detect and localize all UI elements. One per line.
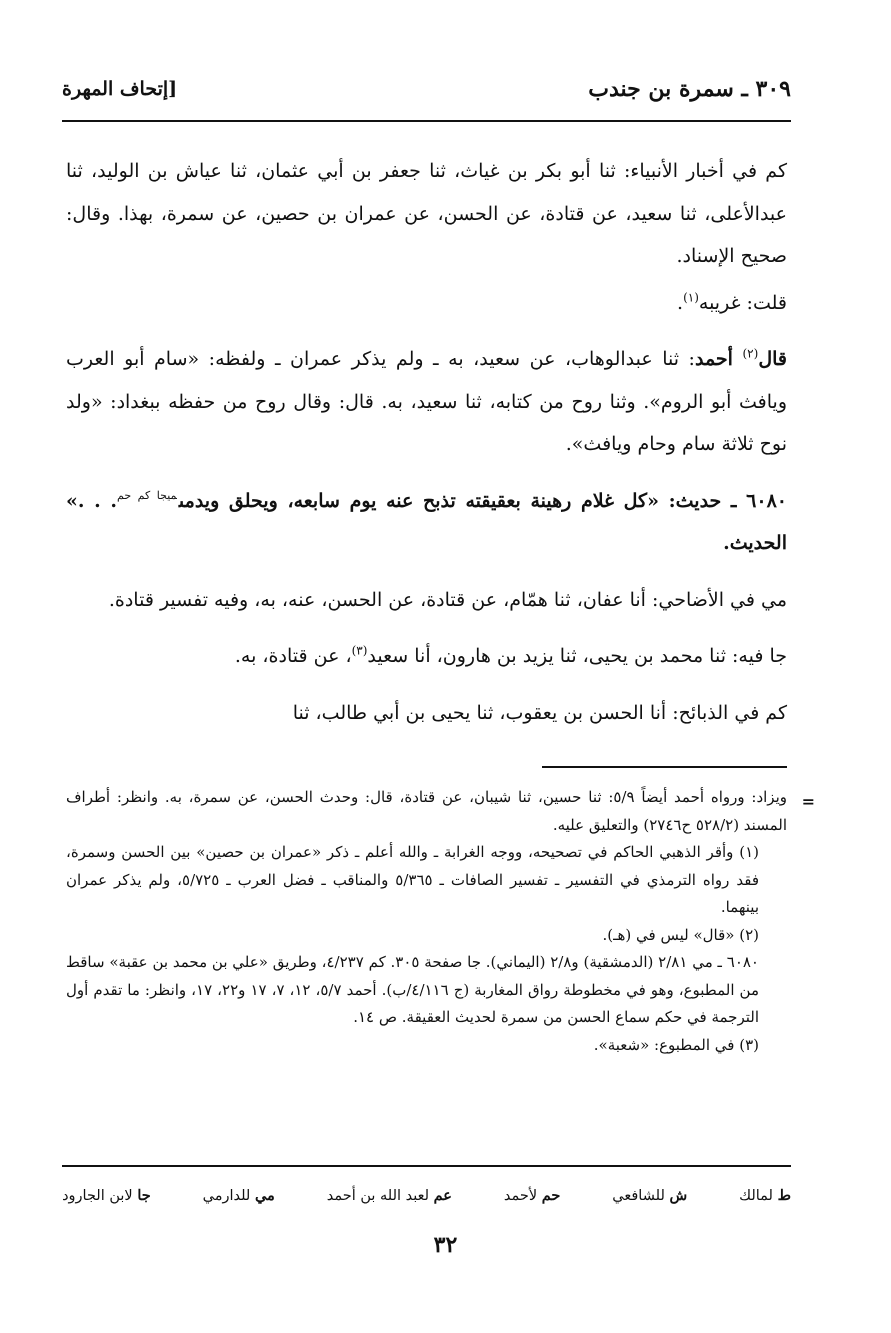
footnote-hadith-6080: ٦٠٨٠ ـ مي ٢/٨١ (الدمشقية) و٢/٨ (اليماني). جا صفحة ٣٠٥. كم ٤/٢٣٧، وطريق «علي بن محمد بن عقبة» ساقط من المطبوع، وهو في مخطوطة رواق المغاربة (ج ٤/١١٦/ب). أحمد ٥/٧، ١٢، ٧، ١٧ و٢٢، ١٧، وانظر: ما تقدم أول الترجمة في حكم سماع الحسن من سمرة لحديث العقيقة. ص ١٤. — [66, 953, 759, 1026]
paragraph-text: جا فيه: ثنا محمد بن يحيى، ثنا يزيد بن هارون، أنا سعيد — [367, 645, 787, 667]
footnote-ref-3[interactable]: (٣) — [351, 643, 368, 658]
footnote-ref-2[interactable]: (٢) — [742, 346, 759, 361]
paragraph-text: قلت: غريبه — [698, 291, 787, 314]
header-rule — [62, 120, 791, 122]
abbrev-label: للدارمي — [202, 1187, 251, 1204]
paragraph-end: . — [677, 291, 684, 314]
section-title: ٣٠٩ ـ سمرة بن جندب — [588, 76, 791, 102]
abbrev-abdullah — [327, 1187, 452, 1204]
hadith-label: ـ حديث: — [658, 489, 747, 512]
abbrev-label: لعبد الله بن أحمد — [326, 1187, 430, 1204]
footnote-1: (١) وأقر الذهبي الحاكم في تصحيحه، ووجه الغرابة ـ والله أعلم ـ ذكر «عمران بن حصين» بين الحسن وسمرة، فقد رواه الترمذي في التفسير ـ تفسير الصافات ـ ٥/٣٦٥ والمناقب ـ فضل العرب ـ ٥/٧٢٥، ولم يذكر عمران بينهما. — [66, 843, 759, 916]
abbrev-ibn-jarud — [62, 1187, 151, 1204]
abbrev-ahmad — [504, 1187, 560, 1204]
abbrev-shafii — [612, 1187, 687, 1204]
footnote-continued: ويزاد: ورواه أحمد أيضاً ٥/٩: ثنا حسين، ثنا شيبان، عن قتادة، قال: وحدث الحسن، عن سمرة، به. وانظر: أطراف المسند (٥٢٨/٢ ح٢٧٤٦) والتعليق عليه. — [66, 788, 787, 834]
paragraph-end: ، عن قتادة، به. — [234, 645, 352, 667]
paragraph-text: مي في الأضاحي: أنا عفان، ثنا همّام، عن قتادة، عن الحسن، عنه، به، وفيه تفسير قتادة. — [108, 588, 787, 611]
footnotes — [66, 784, 787, 1059]
paragraph-kam-dhabaih — [66, 692, 787, 735]
book-title: [إتحاف المهرة — [62, 78, 178, 100]
abbrev-code: ط — [777, 1186, 791, 1204]
source-sigla: ميجا كم حم — [117, 489, 177, 503]
paragraph-lead: قال — [758, 348, 787, 370]
abbreviations-rule — [62, 1165, 791, 1167]
abbrev-code: ش — [669, 1186, 688, 1204]
paragraph-ahmad — [66, 338, 787, 466]
abbrev-code: جا — [137, 1186, 151, 1204]
paragraph-text: كم في الذبائح: أنا الحسن بن يعقوب، ثنا يحيى بن أبي طالب، ثنا — [292, 701, 787, 724]
abbrev-label: لابن الجارود — [62, 1187, 133, 1204]
hadith-number: ٦٠٨٠ — [746, 489, 787, 512]
paragraph-text: : ثنا عبدالوهاب، عن سعيد، به ـ ولم يذكر عمران ـ ولفظه: «سام أبو العرب ويافث أبو الروم». وثنا روح من كتابه، ثنا سعيد، به. قال: وقال روح من حفظه ببغداد: «ولد نوح ثلاثة سام وحام ويافث». — [66, 348, 787, 455]
abbrev-label: لمالك — [739, 1187, 773, 1204]
paragraph-mi — [66, 579, 787, 622]
paragraph-kam-anbiya — [66, 150, 787, 278]
paragraph-text: كم في أخبار الأنبياء: ثنا أبو بكر بن غياث، ثنا جعفر بن أبي عثمان، ثنا عياش بن الوليد، ثنا عبدالأعلى، ثنا سعيد، عن قتادة، عن الحسن، عن عمران بن حصين، عن سمرة، بهذا. وقال: صحيح الإسناد. — [66, 160, 787, 267]
continuation-mark: = — [801, 792, 815, 811]
narrator-name: أحمد — [694, 348, 733, 370]
abbrev-code: مي — [254, 1186, 275, 1204]
running-header — [62, 72, 791, 106]
abbrev-malik — [739, 1187, 791, 1204]
paragraph-qultu — [66, 282, 787, 325]
footnote-3: (٣) في المطبوع: «شعبة». — [593, 1035, 759, 1054]
abbrev-code: عم — [433, 1186, 452, 1204]
hadith-end: . . .» الحديث. — [66, 489, 787, 554]
footnote-ref-1[interactable]: (١) — [683, 290, 699, 305]
main-text — [66, 150, 787, 734]
abbrev-label: لأحمد — [503, 1187, 538, 1204]
abbrev-code: حم — [541, 1186, 561, 1204]
abbreviations-key — [62, 1180, 791, 1210]
abbrev-label: للشافعي — [612, 1187, 665, 1204]
footnote-rule — [542, 766, 787, 768]
abbrev-darimi — [203, 1187, 275, 1204]
hadith-heading — [66, 480, 787, 565]
footnote-2: (٢) «قال» ليس في (هـ). — [602, 925, 759, 944]
paragraph-ja — [66, 635, 787, 678]
page-number: ٣٢ — [433, 1232, 458, 1258]
hadith-text: «كل غلام رهينة بعقيقته تذبح عنه يوم سابعه، ويحلق ويدمى — [178, 489, 659, 512]
